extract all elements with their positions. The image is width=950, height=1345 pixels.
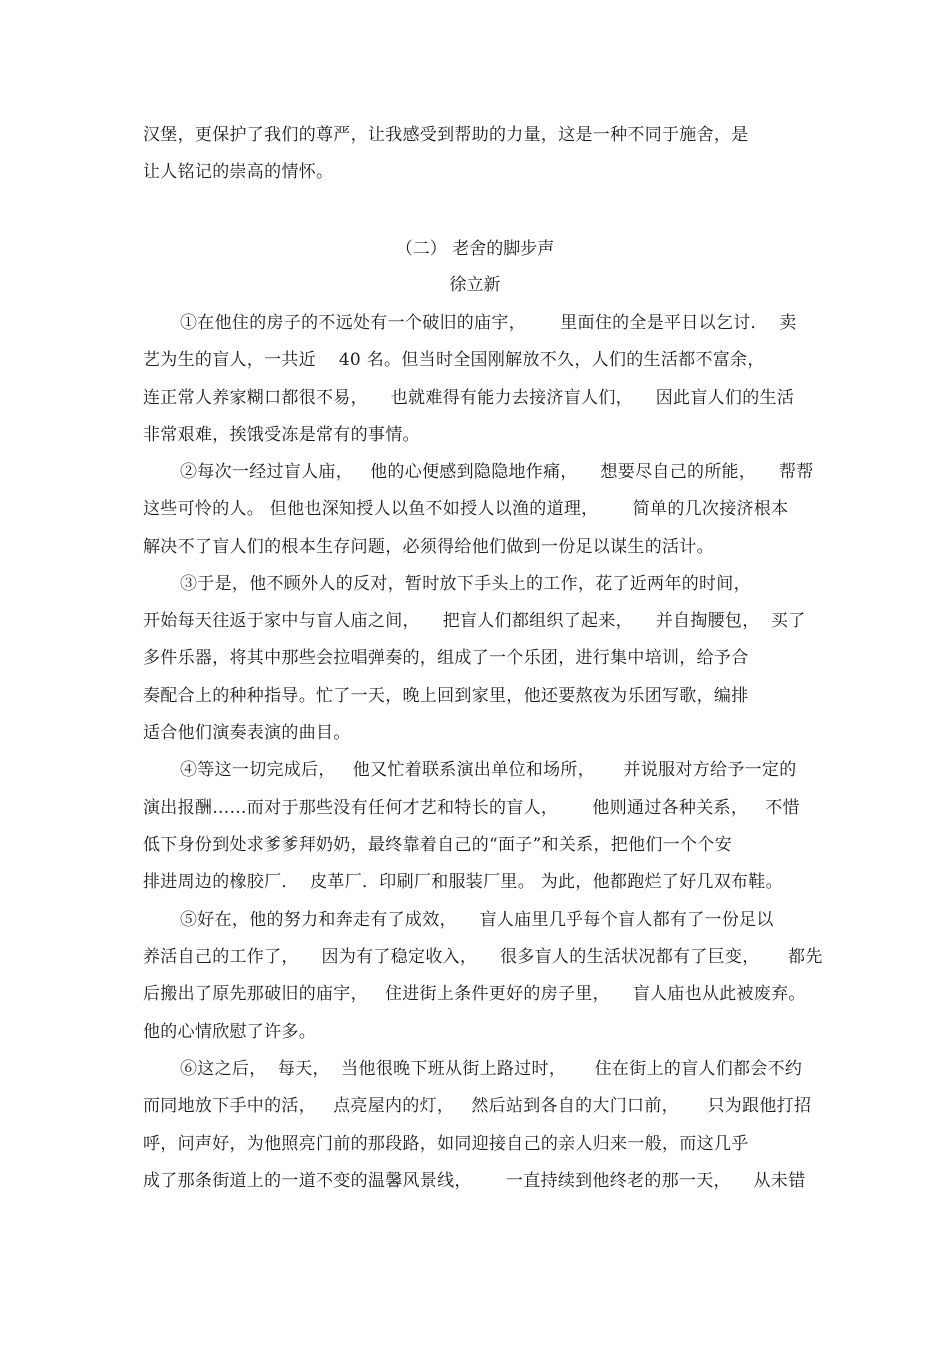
section-title: （二） 老舍的脚步声 bbox=[395, 239, 555, 259]
intro-line: 汉堡，更保护了我们的尊严，让我感受到帮助的力量，这是一种不同于施舍，是 bbox=[143, 125, 749, 145]
paragraph-line: 排进周边的橡胶厂． 皮革厂．印刷厂和服装厂里。 为此，他都跑烂了好几双布鞋。 bbox=[143, 872, 783, 892]
paragraph-line: 开始每天往返于家中与盲人庙之间， 把盲人们都组织了起来， 并自掏腰包， 买了 bbox=[143, 611, 806, 631]
paragraph-line: 演出报酬……而对于那些没有任何才艺和特长的盲人， 他则通过各种关系， 不惜 bbox=[143, 798, 800, 818]
paragraph-line: 养活自己的工作了， 因为有了稳定收入， 很多盲人的生活状况都有了巨变， 都先 bbox=[143, 947, 823, 967]
paragraph-line: 后搬出了原先那破旧的庙宇， 住进街上条件更好的房子里， 盲人庙也从此被废弃。 bbox=[143, 984, 806, 1004]
paragraph-line: 多件乐器，将其中那些会拉唱弹奏的，组成了一个乐团，进行集中培训，给予合 bbox=[143, 648, 749, 668]
paragraph-line: 而同地放下手中的活， 点亮屋内的灯， 然后站到各自的大门口前， 只为跟他打招 bbox=[143, 1096, 812, 1116]
paragraph-line: ⑥这之后， 每天， 当他很晚下班从街上路过时， 住在街上的盲人们都会不约 bbox=[180, 1059, 803, 1079]
paragraph-line: ⑤好在，他的努力和奔走有了成效， 盲人庙里几乎每个盲人都有了一份足以 bbox=[180, 910, 774, 930]
paragraph-line: 奏配合上的种种指导。忙了一天，晚上回到家里，他还要熬夜为乐团写歌，编排 bbox=[143, 686, 749, 706]
paragraph-line: ④等这一切完成后， 他又忙着联系演出单位和场所， 并说服对方给予一定的 bbox=[180, 760, 797, 780]
paragraph-line: 成了那条街道上的一道不变的温馨风景线， 一直持续到他终老的那一天， 从未错 bbox=[143, 1171, 806, 1191]
paragraph-line: 非常艰难，挨饿受冻是常有的事情。 bbox=[143, 425, 420, 445]
paragraph-line: 连正常人养家糊口都很不易， 也就难得有能力去接济盲人们， 因此盲人们的生活 bbox=[143, 388, 795, 408]
paragraph-line: 呼，问声好，为他照亮门前的那段路，如同迎接自己的亲人归来一般，而这几乎 bbox=[143, 1134, 749, 1154]
paragraph-line: 低下身份到处求爹爹拜奶奶，最终靠着自己的“面子”和关系，把他们一个个安 bbox=[143, 835, 732, 855]
paragraph-line: 解决不了盲人们的根本生存问题，必须得给他们做到一份足以谋生的活计。 bbox=[143, 537, 714, 557]
paragraph-line: ①在他住的房子的不远处有一个破旧的庙宇， 里面住的全是平日以乞讨． 卖 bbox=[180, 313, 797, 333]
paragraph-line: 适合他们演奏表演的曲目。 bbox=[143, 723, 351, 743]
paragraph-line: ②每次一经过盲人庙， 他的心便感到隐隐地作痛， 想要尽自己的所能， 帮帮 bbox=[180, 462, 814, 482]
paragraph-line: 艺为生的盲人，一共近 40 名。但当时全国刚解放不久，人们的生活都不富余， bbox=[143, 350, 765, 370]
paragraph-line: 这些可怜的人。 但他也深知授人以鱼不如授人以渔的道理， 简单的几次接济根本 bbox=[143, 499, 789, 519]
paragraph-line: ③于是，他不顾外人的反对，暂时放下手头上的工作，花了近两年的时间， bbox=[180, 574, 751, 594]
paragraph-line: 他的心情欣慰了许多。 bbox=[143, 1022, 316, 1042]
author-name: 徐立新 bbox=[449, 275, 501, 295]
intro-line: 让人铭记的崇高的情怀。 bbox=[143, 162, 334, 182]
